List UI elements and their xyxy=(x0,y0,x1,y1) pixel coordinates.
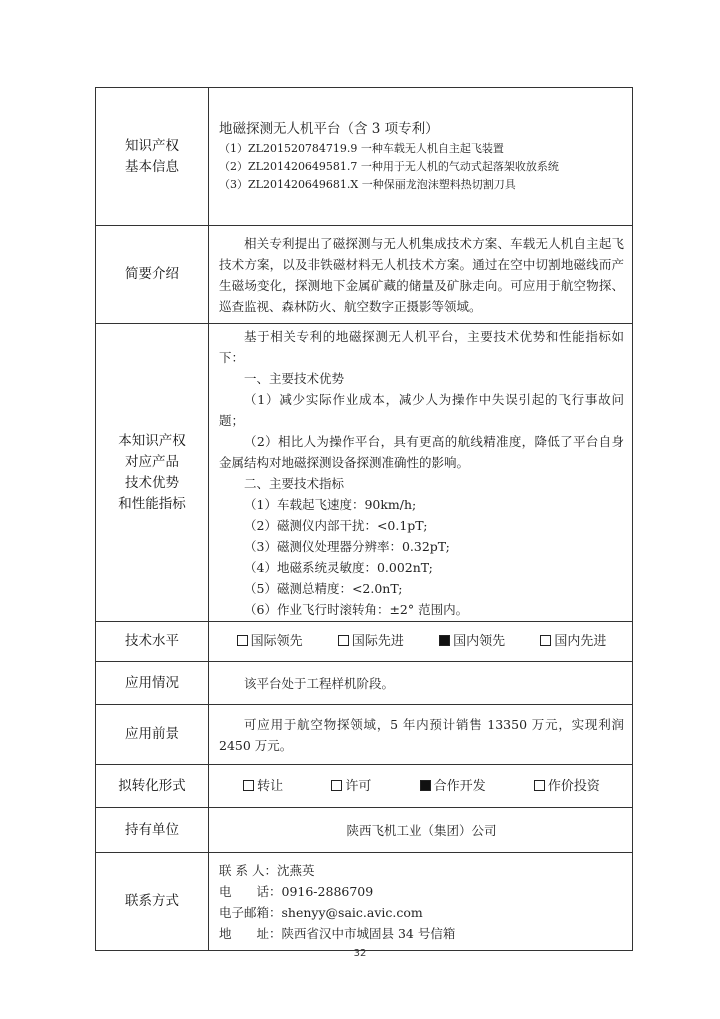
prospect-text: 可应用于航空物探领域，5 年内预计销售 13350 万元，实现利润 2450 万元。 xyxy=(219,716,624,753)
spec-item: （2）磁测仪内部干扰：<0.1pT; xyxy=(244,517,428,533)
label-contact xyxy=(96,853,209,951)
content-application xyxy=(209,662,633,705)
section-heading: 一、主要技术优势 xyxy=(244,370,345,386)
content-ip-info xyxy=(209,88,633,226)
option-label: 转让 xyxy=(257,778,284,794)
content-holder xyxy=(209,808,633,853)
spec-item: （4）地磁系统灵敏度：0.002nT; xyxy=(244,559,433,575)
patent-item: （1）ZL201520784719.9 一种车载无人机自主起飞装置 xyxy=(219,142,504,155)
intro-text: 相关专利提出了磁探测与无人机集成技术方案、车载无人机自主起飞技术方案，以及非铁磁材料无人机技术方案。通过在空中切割地磁线而产生磁场变化，探测地下金属矿藏的储量及矿脉走向。可应用于航空物探、巡查监视、森林防火、航空数字正摄影等领域。 xyxy=(219,235,624,314)
advantage-item: （2）相比人为操作平台，具有更高的航线精准度，降低了平台自身金属结构对地磁探测设备探测准确性的影响。 xyxy=(219,433,624,470)
label-line: 持有单位 xyxy=(125,821,179,838)
spec-item: （1）车载起飞速度：90km/h; xyxy=(244,496,417,512)
advantage-item: （1）减少实际作业成本，减少人为操作中失误引起的飞行事故问题； xyxy=(219,391,624,428)
row-contact xyxy=(96,853,633,951)
page-number: 32 xyxy=(353,948,367,959)
label-line: 应用情况 xyxy=(125,674,179,691)
checkbox-icon[interactable] xyxy=(243,780,254,791)
contact-person: 联 系 人：沈燕英 xyxy=(219,862,315,878)
option-label: 作价投资 xyxy=(547,778,600,794)
level-options xyxy=(219,631,624,652)
checkbox-icon[interactable] xyxy=(540,635,551,646)
row-advantages xyxy=(96,324,633,622)
option-label: 国际先进 xyxy=(351,634,404,649)
content-level xyxy=(209,622,633,662)
label-line: 基本信息 xyxy=(125,158,179,175)
holder-name: 陕西飞机工业（集团）公司 xyxy=(346,822,497,838)
checkbox-checked-icon[interactable] xyxy=(439,635,450,646)
option-label: 许可 xyxy=(345,778,372,794)
label-level xyxy=(96,622,209,662)
row-ip-info xyxy=(96,88,633,226)
level-option[interactable] xyxy=(439,631,505,652)
label-line: 和性能指标 xyxy=(118,495,186,512)
label-line: 简要介绍 xyxy=(125,266,179,282)
label-line: 对应产品 xyxy=(125,453,179,470)
row-level xyxy=(96,622,633,662)
advantages-intro: 基于相关专利的地磁探测无人机平台，主要技术优势和性能指标如下： xyxy=(219,328,624,365)
content-transfer xyxy=(209,765,633,808)
transfer-option[interactable] xyxy=(331,776,371,797)
section-heading: 二、主要技术指标 xyxy=(244,475,345,491)
row-intro xyxy=(96,226,633,324)
row-prospect xyxy=(96,705,633,765)
application-text: 该平台处于工程样机阶段。 xyxy=(244,675,395,691)
level-option[interactable] xyxy=(540,631,606,652)
label-holder xyxy=(96,808,209,853)
label-line: 联系方式 xyxy=(125,893,179,909)
spec-item: （6）作业飞行时滚转角：±2° 范围内。 xyxy=(244,601,469,617)
transfer-option[interactable] xyxy=(420,776,486,797)
contact-phone: 电 话：0916-2886709 xyxy=(219,883,374,899)
checkbox-checked-icon[interactable] xyxy=(420,780,431,791)
contact-email[interactable]: 电子邮箱：shenyy@saic.avic.com xyxy=(219,904,423,920)
label-prospect xyxy=(96,705,209,765)
ip-title: 地磁探测无人机平台（含 3 项专利） xyxy=(219,121,439,137)
spec-item: （3）磁测仪处理器分辨率：0.32pT; xyxy=(244,538,450,554)
row-holder xyxy=(96,808,633,853)
checkbox-icon[interactable] xyxy=(534,780,545,791)
patent-item: （3）ZL201420649681.X 一种保丽龙泡沫塑料热切割刀具 xyxy=(219,178,516,191)
option-label: 国内先进 xyxy=(554,634,607,649)
label-application xyxy=(96,662,209,705)
info-table xyxy=(95,87,633,951)
level-option[interactable] xyxy=(338,631,404,652)
contact-address: 地 址：陕西省汉中市城固县 34 号信箱 xyxy=(219,925,456,941)
content-contact xyxy=(209,853,633,951)
checkbox-icon[interactable] xyxy=(237,635,248,646)
label-line: 应用前景 xyxy=(125,726,179,742)
label-line: 本知识产权 xyxy=(118,432,186,449)
option-label: 国际领先 xyxy=(250,634,303,649)
spec-item: （5）磁测总精度：<2.0nT; xyxy=(244,580,403,596)
row-application xyxy=(96,662,633,705)
label-line: 技术优势 xyxy=(125,474,179,491)
transfer-options xyxy=(219,776,624,797)
option-label: 国内领先 xyxy=(453,634,506,649)
patent-item: （2）ZL201420649581.7 一种用于无人机的气动式起落架收放系统 xyxy=(219,160,559,173)
checkbox-icon[interactable] xyxy=(331,780,342,791)
transfer-option[interactable] xyxy=(534,776,600,797)
content-intro xyxy=(209,226,633,324)
label-line: 拟转化形式 xyxy=(118,777,186,794)
content-prospect xyxy=(209,705,633,765)
label-ip-info xyxy=(96,88,209,226)
label-line: 技术水平 xyxy=(125,633,179,649)
label-advantages xyxy=(96,324,209,622)
content-advantages xyxy=(209,324,633,622)
label-transfer xyxy=(96,765,209,808)
level-option[interactable] xyxy=(237,631,303,652)
transfer-option[interactable] xyxy=(243,776,283,797)
row-transfer xyxy=(96,765,633,808)
option-label: 合作开发 xyxy=(433,778,486,794)
label-line: 知识产权 xyxy=(125,137,179,154)
checkbox-icon[interactable] xyxy=(338,635,349,646)
label-intro xyxy=(96,226,209,324)
